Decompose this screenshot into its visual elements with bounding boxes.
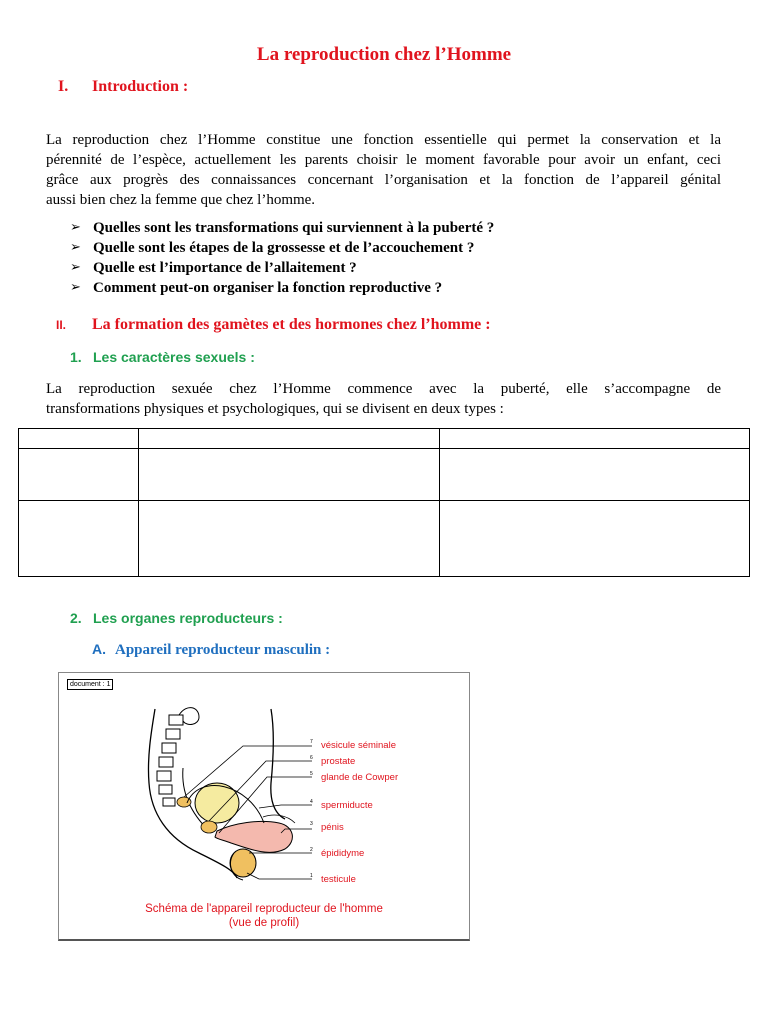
sexual-traits-paragraph [46,379,721,419]
label-number: 4 [310,799,313,805]
subsection-1-heading [70,349,255,365]
label-cowper-gland: glande de Cowper [321,772,399,783]
question-text: Quelles sont les transformations qui surviennent à la puberté ? [93,220,495,236]
arrow-bullet-icon: ➢ [70,260,81,275]
label-number: 3 [310,821,313,827]
list-item [70,258,494,278]
table-cell [440,501,750,577]
male-reproductive-diagram [58,672,470,941]
paragraph-line: transformations physiques et psychologiques, qui se divisent en deux types : [46,401,504,417]
label-number: 1 [310,873,313,879]
figure-caption-sub: (vue de profil) [228,917,300,929]
subsection-1-number: 1. [70,349,82,365]
label-epididymis: épididyme [321,848,365,859]
section-1-title: Introduction : [92,78,189,95]
figure-caption: Schéma de l'appareil reproducteur de l'homme [145,903,383,915]
section-1-heading [58,78,188,96]
table-cell [440,429,750,449]
spine-vertebrae [157,715,183,806]
anatomy-drawing [59,673,469,939]
intro-line: aussi bien chez la femme que chez l’homme. [46,192,316,208]
table-row [19,429,750,449]
subsection-a-title: Appareil reproducteur masculin : [115,642,331,658]
list-item [70,218,494,238]
table-cell [139,429,440,449]
label-number: 7 [310,739,313,745]
intro-paragraph [46,130,721,210]
intestine-outline [179,708,199,725]
intro-line: grâce aux progrès des connaissances concernant l’organisation et la fonction de l’appareil génital [46,172,721,188]
label-testicle: testicule [321,874,356,885]
subsection-a-heading [92,641,330,659]
section-2-title: La formation des gamètes et des hormones chez l’homme : [92,316,491,333]
document-tag: document : 1 [67,679,113,690]
list-item [70,238,494,258]
subsection-2-heading [70,610,283,626]
empty-traits-table [18,428,750,577]
arrow-bullet-icon: ➢ [70,220,81,235]
body-outline-front [271,709,285,819]
page-title: La reproduction chez l’Homme [256,44,512,65]
section-2-number: II. [56,318,67,332]
table-cell [139,449,440,501]
label-seminal-vesicle: vésicule séminale [321,740,396,751]
intro-line: pérennité de l’espèce, actuellement les parents choisir le moment favorable pour avoir un enfant, ceci [46,152,721,168]
table-cell [139,501,440,577]
question-text: Quelle est l’importance de l’allaitement ? [93,260,357,276]
table-cell [440,449,750,501]
list-item [70,278,494,298]
label-prostate: prostate [321,756,356,767]
intro-line: La reproduction chez l’Homme constitue une fonction essentielle qui permet la conservation et la [46,132,721,148]
table-row [19,449,750,501]
subsection-2-title: Les organes reproducteurs : [93,610,283,626]
arrow-bullet-icon: ➢ [70,280,81,295]
arrow-bullet-icon: ➢ [70,240,81,255]
subsection-1-title: Les caractères sexuels : [93,349,255,365]
subsection-a-letter: A. [92,641,106,657]
question-text: Comment peut-on organiser la fonction reproductive ? [93,280,443,296]
label-number: 2 [310,847,313,853]
table-cell [19,501,139,577]
label-penis: pénis [321,822,344,833]
table-row [19,501,750,577]
label-spermiduct: spermiducte [321,800,373,811]
section-1-number: I. [58,78,69,95]
section-2-heading [56,316,491,334]
table-cell [19,449,139,501]
prostate-shape [201,821,217,833]
question-list [70,218,494,298]
label-number: 5 [310,771,313,777]
question-text: Quelle sont les étapes de la grossesse et de l’accouchement ? [93,240,475,256]
table-cell [19,429,139,449]
label-number: 6 [310,755,313,761]
subsection-2-number: 2. [70,610,82,626]
paragraph-line: La reproduction sexuée chez l’Homme commence avec la puberté, elle s’accompagne de [46,381,721,397]
penis-shape [215,821,292,852]
